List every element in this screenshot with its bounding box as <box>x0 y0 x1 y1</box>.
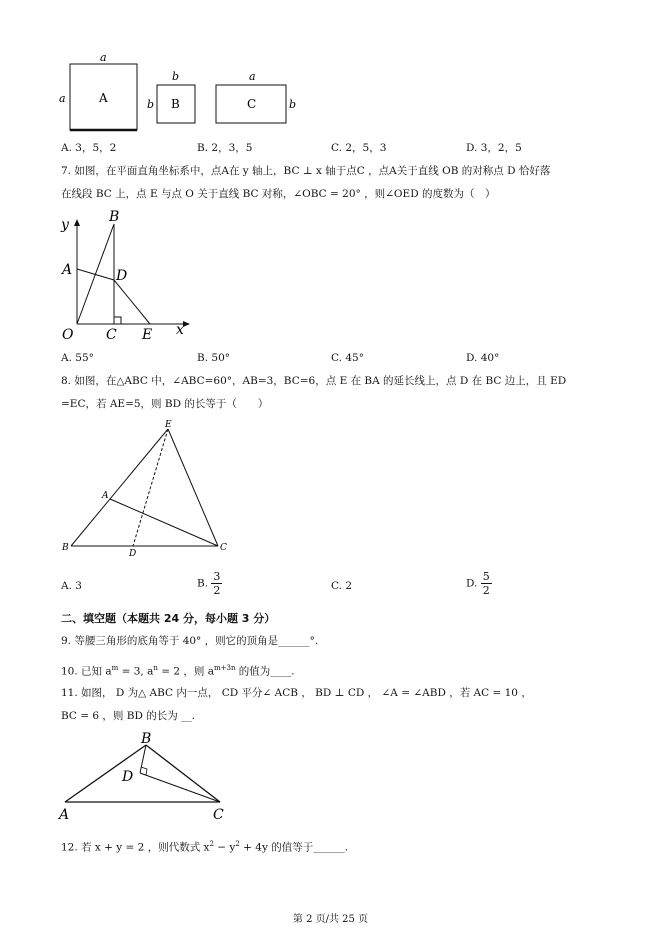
q10-exp2: n <box>153 664 158 672</box>
q8-label-A: A <box>102 491 109 501</box>
q8-option-b-numerator: 3 <box>213 570 221 583</box>
label-A: A <box>99 91 108 105</box>
q8-option-b <box>197 570 222 597</box>
q8-option-c: C. 2 <box>331 580 353 592</box>
q7-label-A: A <box>62 262 73 278</box>
q8-line2: =EC，若 AE=5，则 BD 的长等于（ ） <box>61 398 269 410</box>
q11-label-A: A <box>59 807 70 823</box>
q8-figure <box>58 418 238 560</box>
q6-option-a: A. 3，5，2 <box>61 142 117 154</box>
q11-figure <box>55 730 235 825</box>
q8-option-d-prefix: D. <box>466 577 478 590</box>
q7-option-c: C. 45° <box>331 352 364 364</box>
q12-exp2: 2 <box>235 840 240 848</box>
q12-suffix: + 4y 的值等于______. <box>239 841 349 854</box>
q10 <box>61 661 295 679</box>
label-a-left: a <box>59 92 66 105</box>
q10-exp1: m <box>111 664 119 672</box>
q11-line1: 11. 如图， D 为△ ABC 内一点， CD 平分∠ ACB ， BD ⊥ CD ， ∠A = ∠ABD ，若 AC = 10 ， <box>61 687 532 699</box>
q8-line1: 8. 如图，在△ABC 中，∠ABC=60°，AB=3，BC=6，点 E 在 BA 的延长线上，点 D 在 BC 边上，且 ED <box>61 375 567 387</box>
q8-label-E: E <box>165 420 172 430</box>
q7-figure <box>58 207 198 347</box>
q10-mid2: = 2 ，则 a <box>157 665 214 678</box>
q7-line2: 在线段 BC 上，点 E 与点 O 关于直线 BC 对称，∠OBC = 20° ，则∠OED 的度数为（ ） <box>61 188 496 200</box>
q8-label-D: D <box>129 549 137 559</box>
q7-label-E: E <box>142 327 153 343</box>
q8-option-b-fraction <box>211 570 222 597</box>
q7-label-O: O <box>62 327 74 343</box>
q7-option-a: A. 55° <box>61 352 94 364</box>
section-2-heading: 二、填空题（本题共 24 分，每小题 3 分） <box>61 612 276 625</box>
q8-option-b-prefix: B. <box>197 577 209 590</box>
q7-label-B: B <box>109 209 120 225</box>
page-footer: 第 2 页/共 25 页 <box>292 914 369 925</box>
q8-option-a: A. 3 <box>61 580 82 592</box>
q10-mid1: = 3, a <box>118 665 154 678</box>
q11-label-D: D <box>122 769 134 785</box>
q8-label-B: B <box>62 543 69 553</box>
q6-option-d: D. 3，2，5 <box>466 142 522 154</box>
q7-label-D: D <box>116 268 128 284</box>
q11-label-C: C <box>213 807 224 823</box>
q6-option-b: B. 2，3，5 <box>197 142 253 154</box>
q8-option-d-fraction <box>481 570 492 597</box>
q10-prefix: 10. 已知 a <box>61 665 112 678</box>
q9: 9. 等腰三角形的底角等于 40° ，则它的顶角是______°. <box>61 635 319 647</box>
q8-option-d-numerator: 5 <box>482 570 490 583</box>
q8-option-d-denominator: 2 <box>482 584 490 597</box>
label-C: C <box>247 97 257 111</box>
label-b-right: b <box>289 98 297 111</box>
q10-suffix: 的值为____. <box>235 665 295 678</box>
label-a-C-top: a <box>249 70 256 83</box>
q12 <box>61 837 348 855</box>
label-a-top: a <box>100 52 107 64</box>
q12-exp1: 2 <box>209 840 214 848</box>
q7-line1: 7. 如图，在平面直角坐标系中，点A在 y 轴上，BC ⊥ x 轴于点C ，点A关于直线 OB 的对称点 D 恰好落 <box>61 165 551 177</box>
q6-option-c: C. 2，5，3 <box>331 142 387 154</box>
q7-label-x: x <box>176 322 184 338</box>
q12-prefix: 12. 若 x + y = 2 ，则代数式 x <box>61 841 210 854</box>
q10-exp3: m+3n <box>213 664 236 672</box>
label-b-left: b <box>147 98 155 111</box>
q8-option-d <box>466 570 492 597</box>
q11-line2: BC = 6 ，则 BD 的长为 __. <box>61 710 195 722</box>
label-B: B <box>171 97 180 111</box>
q6-figure <box>55 52 315 137</box>
q7-label-C: C <box>106 327 117 343</box>
q7-label-y: y <box>61 217 69 233</box>
q8-label-C: C <box>220 543 227 553</box>
label-b-top: b <box>172 70 180 83</box>
q11-label-B: B <box>141 731 152 747</box>
q7-option-b: B. 50° <box>197 352 231 364</box>
q12-mid: − y <box>213 841 236 854</box>
q8-option-b-denominator: 2 <box>213 584 221 597</box>
q7-option-d: D. 40° <box>466 352 500 364</box>
